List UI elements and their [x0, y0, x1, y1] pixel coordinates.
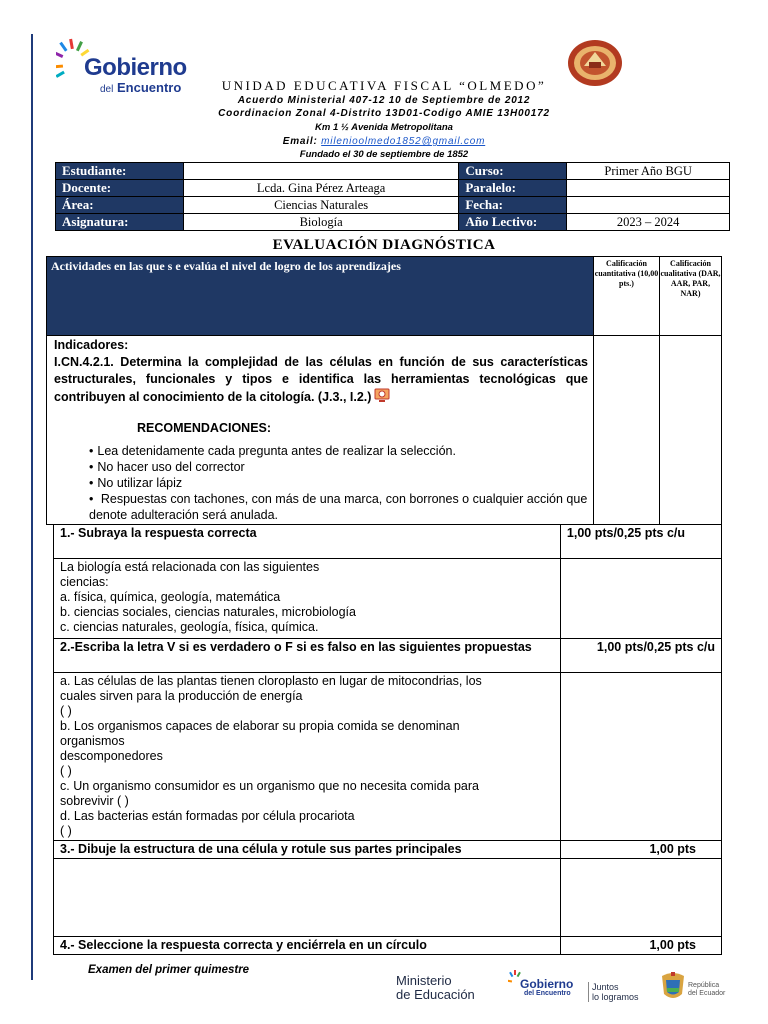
gobierno-small-logo: [508, 968, 598, 1004]
q2-points: 1,00 pts/0,25 pts c/u: [560, 639, 721, 673]
q2-line: b. Los organismos capaces de elaborar su propia comida se denominan: [60, 719, 460, 733]
computer-icon: [374, 388, 390, 404]
q2-body: [54, 673, 561, 841]
ecuador-shield-icon: [658, 970, 688, 1004]
parallel-label: Paralelo:: [459, 180, 567, 197]
q1-option[interactable]: c. ciencias naturales, geología, física, química.: [60, 620, 319, 634]
brand-subtitle: del Encuentro: [100, 80, 182, 95]
exam-note: Examen del primer quimestre: [88, 964, 250, 976]
q2-answer-blank[interactable]: ( ): [60, 764, 72, 778]
qualitative-header: Calificación cualitativa (DAR, AAR, PAR, NAR): [659, 257, 721, 335]
evaluation-title: EVALUACIÓN DIAGNÓSTICA: [272, 237, 496, 253]
recommendation-item: • No utilizar lápiz: [89, 475, 589, 491]
area-value: Ciencias Naturales: [183, 197, 458, 214]
brand-title: Gobierno: [84, 54, 187, 81]
parallel-field[interactable]: [567, 180, 730, 197]
q1-title: 1.- Subraya la respuesta correcta: [54, 525, 561, 559]
q1-line: La biología está relacionada con las siguientes: [60, 560, 320, 574]
q2-answer-blank[interactable]: sobrevivir ( ): [60, 794, 129, 808]
school-name: UNIDAD EDUCATIVA FISCAL “OLMEDO”: [221, 78, 547, 93]
q2-answer-blank[interactable]: ( ): [60, 704, 72, 718]
activities-header: Actividades en las que s e evalúa el nivel de logro de los aprendizajes: [47, 257, 593, 335]
coordination-line: Coordinacion Zonal 4-Distrito 13D01-Codigo AMIE 13H00172: [218, 108, 550, 119]
q4-points: 1,00 pts: [560, 937, 721, 955]
area-label: Área:: [56, 197, 184, 214]
ministry-line1: Ministerio: [396, 973, 452, 988]
q1-body: [54, 559, 561, 639]
q2-line: organismos: [60, 734, 125, 748]
recommendations-title: RECOMENDACIONES:: [137, 421, 272, 435]
q2-score-cell: [560, 673, 721, 841]
republic-line2: del Ecuador: [688, 990, 726, 997]
recommendation-item: • No hacer uso del corrector: [89, 459, 589, 475]
course-value: Primer Año BGU: [567, 163, 730, 180]
agreement-line: Acuerdo Ministerial 407-12 10 de Septiembre de 2012: [237, 95, 531, 106]
q2-answer-blank[interactable]: ( ): [60, 824, 72, 838]
q3-drawing-area[interactable]: [54, 859, 561, 937]
date-field[interactable]: [567, 197, 730, 214]
slogan: [588, 982, 639, 1002]
q1-option[interactable]: a. física, química, geología, matemática: [60, 590, 281, 604]
q2-line: c. Un organismo consumidor es un organismo que no necesita comida para: [60, 779, 479, 793]
q3-points: 1,00 pts: [560, 841, 721, 859]
q2-line: a. Las células de las plantas tienen cloroplasto en lugar de mitocondrias, los: [60, 674, 482, 688]
evaluation-header: [46, 256, 722, 336]
date-label: Fecha:: [459, 197, 567, 214]
student-info-table: [55, 162, 730, 231]
teacher-value: Lcda. Gina Pérez Arteaga: [183, 180, 458, 197]
subject-value: Biología: [183, 214, 458, 231]
recommendations-list: [89, 443, 589, 523]
q2-title: 2.-Escriba la letra V si es verdadero o F si es falso en las siguientes propuestas: [54, 639, 561, 673]
questions-table: [53, 524, 722, 955]
q1-option[interactable]: b. ciencias sociales, ciencias naturales, microbiología: [60, 605, 356, 619]
q3-score-cell: [560, 859, 721, 937]
small-logo-subtitle: del Encuentro: [524, 990, 571, 997]
q1-line: ciencias:: [60, 575, 109, 589]
year-value: 2023 – 2024: [567, 214, 730, 231]
student-field[interactable]: [183, 163, 458, 180]
ministry-logo: [396, 974, 475, 1002]
slogan-line2: lo logramos: [592, 992, 639, 1002]
founded-line: Fundado el 30 de septiembre de 1852: [299, 149, 469, 160]
year-label: Año Lectivo:: [459, 214, 567, 231]
email-line: [0, 136, 768, 147]
teacher-label: Docente:: [56, 180, 184, 197]
slogan-line1: Juntos: [592, 982, 619, 992]
q2-line: d. Las bacterias están formadas por célula procariota: [60, 809, 355, 823]
republic-line1: República: [688, 982, 720, 989]
small-logo-title: Gobierno: [520, 977, 574, 991]
indicators-box: [46, 335, 722, 525]
indicators-text: [54, 337, 588, 406]
indicator-description: I.CN.4.2.1. Determina la complejidad de las células en función de sus características estructurales, funcionales y tipos e identifica las herramientas tecnológicas que contribuyen al conocimiento de la citología. (J.3., I.2.): [54, 355, 588, 404]
q1-points: 1,00 pts/0,25 pts c/u: [560, 525, 721, 559]
indicators-label: Indicadores:: [54, 338, 129, 352]
recommendation-item: • Respuestas con tachones, con más de una marca, con borrones o cualquier acción que denote adulteración será anulada.: [89, 491, 589, 523]
email-label: Email:: [282, 136, 318, 147]
ministry-line2: de Educación: [396, 987, 475, 1002]
course-label: Curso:: [459, 163, 567, 180]
email-link[interactable]: milenioolmedo1852@gmail.com: [321, 136, 486, 147]
quantitative-header: Calificación cuantitativa (10,00 pts.): [593, 257, 659, 335]
subject-label: Asignatura:: [56, 214, 184, 231]
q2-line: descomponedores: [60, 749, 163, 763]
q1-score-cell: [560, 559, 721, 639]
recommendation-item: • Lea detenidamente cada pregunta antes de realizar la selección.: [89, 443, 589, 459]
q3-title: 3.- Dibuje la estructura de una célula y rotule sus partes principales: [54, 841, 561, 859]
margin-line: [31, 34, 33, 980]
q4-title: 4.- Seleccione la respuesta correcta y enciérrela en un círculo: [54, 937, 561, 955]
student-label: Estudiante:: [56, 163, 184, 180]
address-line: Km 1 ½ Avenida Metropolitana: [315, 122, 453, 133]
q2-line: cuales sirven para la producción de energía: [60, 689, 303, 703]
republic-label: [688, 982, 725, 998]
